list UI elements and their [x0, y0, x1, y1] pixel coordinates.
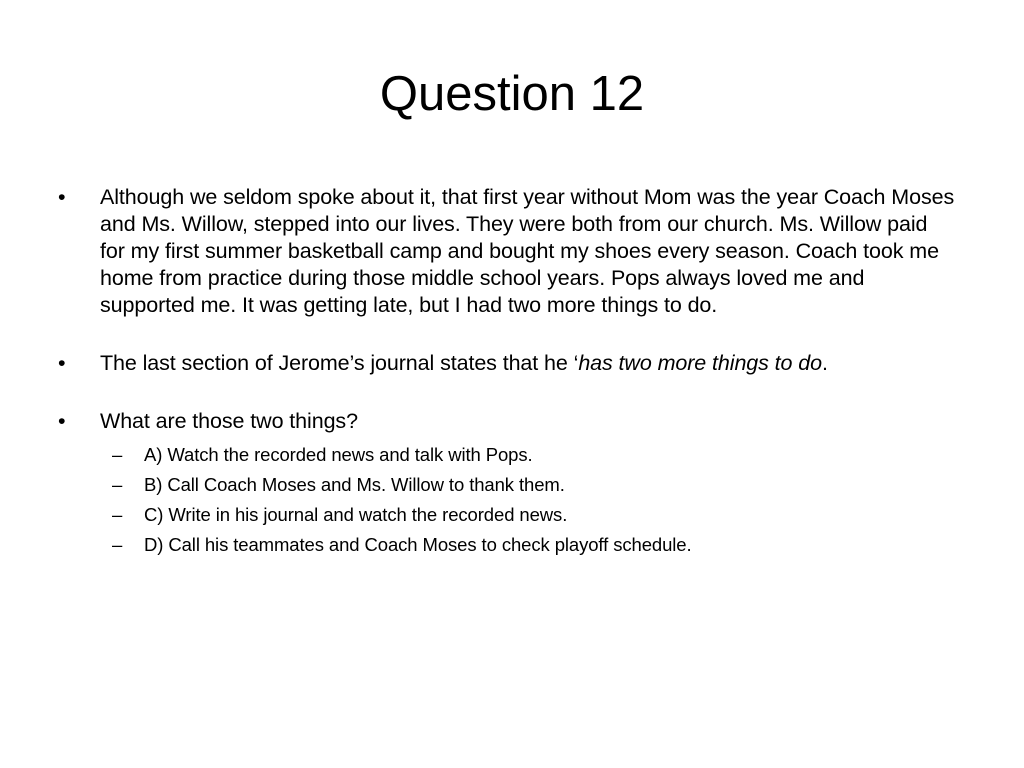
bullet-marker: • — [58, 185, 66, 209]
bullet-prompt — [58, 350, 958, 377]
option-d — [112, 530, 958, 560]
bullet-question — [58, 408, 958, 435]
bullet-marker: • — [58, 409, 66, 433]
slide-body — [58, 184, 958, 560]
option-c — [112, 500, 958, 530]
option-a — [112, 440, 958, 470]
option-marker: – — [112, 444, 123, 465]
slide-title: Question 12 — [379, 67, 645, 121]
prompt-text-italic: has two more things to do — [578, 351, 823, 375]
prompt-text-start: The last section of Jerome’s journal states that he ‘ — [100, 351, 579, 375]
question-text: What are those two things? — [100, 409, 358, 433]
option-b — [112, 470, 958, 500]
bullet-marker: • — [58, 351, 66, 375]
option-text: A) Watch the recorded news and talk with Pops. — [144, 444, 533, 465]
option-text: D) Call his teammates and Coach Moses to check playoff schedule. — [144, 534, 692, 555]
option-text: C) Write in his journal and watch the recorded news. — [144, 504, 568, 525]
answer-options — [58, 440, 958, 560]
option-text: B) Call Coach Moses and Ms. Willow to thank them. — [144, 474, 565, 495]
bullet-passage — [58, 184, 958, 319]
prompt-text-end: . — [822, 351, 828, 375]
option-marker: – — [112, 504, 123, 525]
option-marker: – — [112, 534, 123, 555]
option-marker: – — [112, 474, 123, 495]
passage-text: Although we seldom spoke about it, that first year without Mom was the year Coach Moses and Ms. Willow, stepped into our lives. They were both from our church. Ms. Willow paid for my first summer basketball camp and bought my shoes every season. Coach took me home from practice during those middle school years. Pops always loved me and supported me. It was getting late, but I had two more things to do. — [100, 185, 955, 317]
